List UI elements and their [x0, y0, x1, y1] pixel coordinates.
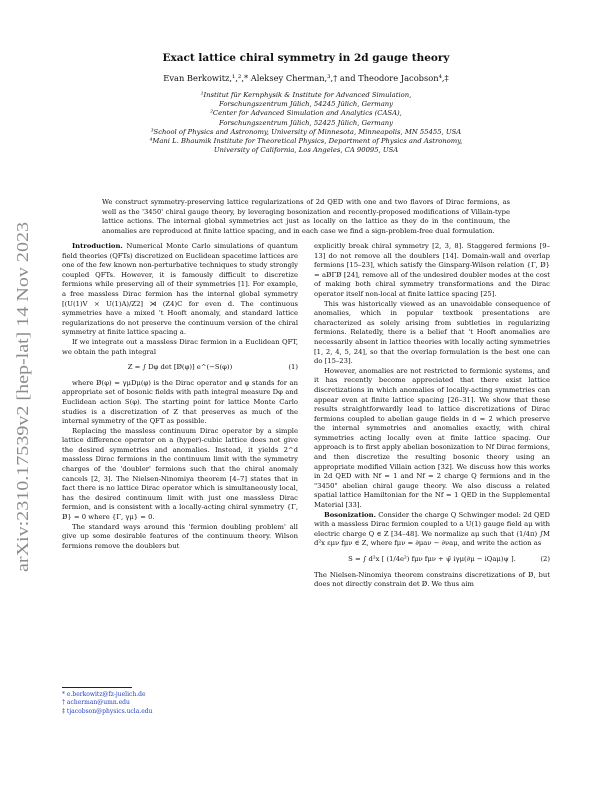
paragraph: The standard ways around this 'fermion doubling problem' all give up some desirable features of the continuum theory. Wilson fermions remove the doublers but [62, 522, 298, 550]
section-heading: Bosonization. [324, 510, 376, 519]
equation-2 [314, 555, 550, 565]
paragraph-text: Numerical Monte Carlo simulations of quantum field theories (QFTs) discretized on Euclidean spacetime lattices are one of the few known non-perturbative techniques to study strongly coupled QFTs. However, it is famously difficult to discretize fermions while preserving all of their symmetries [1]. For example, a free massless Dirac fermion has the internal global symmetry [(U(1)V × U(1)A)/Z2] ⋊ (Z4)C for even d. The continuous symmetries have a mixed 't Hooft anomaly, and standard lattice regularizations do not preserve the continuum version of the chiral symmetry at finite lattice spacing a. [62, 242, 298, 337]
arxiv-stamp [6, 216, 36, 576]
paragraph: where D̸(φ) = γμDμ(φ) is the Dirac operator and φ stands for an appropriate set of bosonic fields with path integral measure Dφ and Euclidean action S(φ). The starting point for lattice Monte Carlo studies is a discretization of Z that preserves as much of the internal symmetry of the QFT as possible. [62, 378, 298, 426]
paper-title: Exact lattice chiral symmetry in 2d gauge theory [162, 52, 450, 64]
equation-1 [62, 363, 298, 373]
paragraph [62, 242, 298, 338]
paragraph: explicitly break chiral symmetry [2, 3, 8]. Staggered fermions [9–13] do not remove all the doublers [14]. Domain-wall and overlap fermions [15–23], which satisfy the Ginsparg-Wilson relation {Γ, D̸} = aD̸ΓD̸ [24], remove all of the undesired doubler modes at the cost of making both chiral symmetry transformations and the Dirac operator itself non-local at finite lattice spacing [25]. [314, 242, 550, 298]
right-column [314, 242, 550, 590]
paragraph: This was historically viewed as an unavoidable consequence of anomalies, which in popular textbook presentations are characterized as solely arising from subtleties in regularizing fermions. Relatedly, there is a belief that 't Hooft anomalies are necessarily absent in lattice theories with locally acting symmetries [1, 2, 4, 5, 24], so that the overlap formulation is the best one can do [15–23]. [314, 299, 550, 366]
paragraph: Replacing the massless continuum Dirac operator by a simple lattice difference operator on a (hyper)-cubic lattice does not give the desired symmetries and anomalies. Instead, it yields 2^d massless Dirac fermions in the continuum limit with the symmetry charges of the 'doubler' fermions such that the chiral anomaly cancels [2, 3]. The Nielsen-Ninomiya theorem [4–7] states that in fact there is no lattice Dirac operator which is simultaneously local, has the desired continuum limit with just one massless Dirac fermion, and is consistent with a locally-acting chiral symmetry {Γ, D̸} = 0 where {Γ, γμ} = 0. [62, 426, 298, 522]
email-link[interactable]: * e.berkowitz@fz-juelich.de [62, 691, 146, 698]
equation-number: (2) [540, 555, 550, 563]
affiliation-line: University of California, Los Angeles, CA 90095, USA [213, 146, 399, 155]
equation-number: (1) [288, 363, 298, 372]
affiliation-line: Forschungszentrum Jülich, 52425 Jülich, Germany [218, 118, 393, 127]
paragraph [314, 511, 550, 549]
footnotes [62, 691, 298, 716]
affiliation-line: ⁴Mani L. Bhaumik Institute for Theoretical Physics, Department of Physics and Astronomy, [149, 137, 463, 146]
affiliation-line: Forschungszentrum Jülich, 54245 Jülich, Germany [218, 100, 393, 109]
equation-body: Z = ∫ Dφ det [D̸(φ)] e^(−S(φ)) [127, 363, 233, 372]
affiliation-line: ²Center for Advanced Simulation and Analytics (CASA), [210, 109, 402, 118]
paragraph: The Nielsen-Ninomiya theorem constrains discretizations of D̸, but does not directly constrain det D̸. We thus aim [314, 570, 550, 589]
left-column [62, 242, 298, 551]
abstract: We construct symmetry-preserving lattice regularizations of 2d QED with one and two flavors of Dirac fermions, as well as the '3450' chiral gauge theory, by leveraging bosonization and recently-proposed modifications of Villain-type lattice actions. The internal global symmetries act just as locally on the lattice as they do in the continuum, the anomalies are reproduced at finite lattice spacing, and in each case we find a sign-problem-free dual formulation. [102, 198, 510, 235]
affiliation-line: ³School of Physics and Astronomy, University of Minnesota, Minneapolis, MN 55455, USA [150, 127, 462, 136]
arxiv-stamp-text: arXiv:2310.17539v2 [hep-lat] 14 Nov 2023 [13, 275, 32, 572]
equation-body: S = ∫ d²x [ (1/4e²) fμν fμν + ψ̄ iγμ(∂μ − iQaμ)ψ ]. [348, 555, 516, 563]
affiliations [80, 91, 532, 155]
email-link[interactable]: † acherman@umn.edu [62, 699, 130, 707]
footnote-rule [62, 687, 132, 688]
paragraph: However, anomalies are not restricted to fermionic systems, and it has recently become appreciated that there exist lattice discretizations in which anomalies of locally-acting symmetries can appear even at finite lattice spacing [26–31]. We show that these results straightforwardly lead to lattice discretizations of Dirac fermions coupled to abelian gauge fields in d = 2 which preserve the internal symmetries and anomalies exactly, with chiral symmetries acting locally even at finite lattice spacing. Our approach is to first apply abelian bosonization to Nf Dirac fermions, and then discretize the resulting bosonic theory using an appropriate modified Villain action [32]. We discuss how this works in 2d QED with Nf = 1 and Nf = 2 charge Q fermions and in the "3450" abelian chiral gauge theory. We also discuss a related spatial lattice Hamiltonian for the Nf = 1 QED in the Supplemental Material [33]. [314, 366, 550, 510]
author-list: Evan Berkowitz,¹,²,* Aleksey Cherman,³,† and Theodore Jacobson⁴,‡ [163, 73, 449, 83]
affiliation-line: ¹Institut für Kernphysik & Institute for Advanced Simulation, [200, 91, 412, 99]
email-link[interactable]: ‡ tjacobson@physics.ucla.edu [62, 707, 153, 715]
paragraph-text: Consider the charge Q Schwinger model: 2d QED with a massless Dirac fermion coupled to a U(1) gauge field aμ with electric charge Q ∈ Z [34–48]. We normalize aμ such that (1/4π) ∫M d²x εμν fμν ∈ Z, where fμν = ∂μaν − ∂νaμ, and write the action as [314, 510, 550, 548]
paragraph: If we integrate out a massless Dirac fermion in a Euclidean QFT, we obtain the path integral [62, 337, 298, 356]
section-heading: Introduction. [72, 242, 123, 250]
